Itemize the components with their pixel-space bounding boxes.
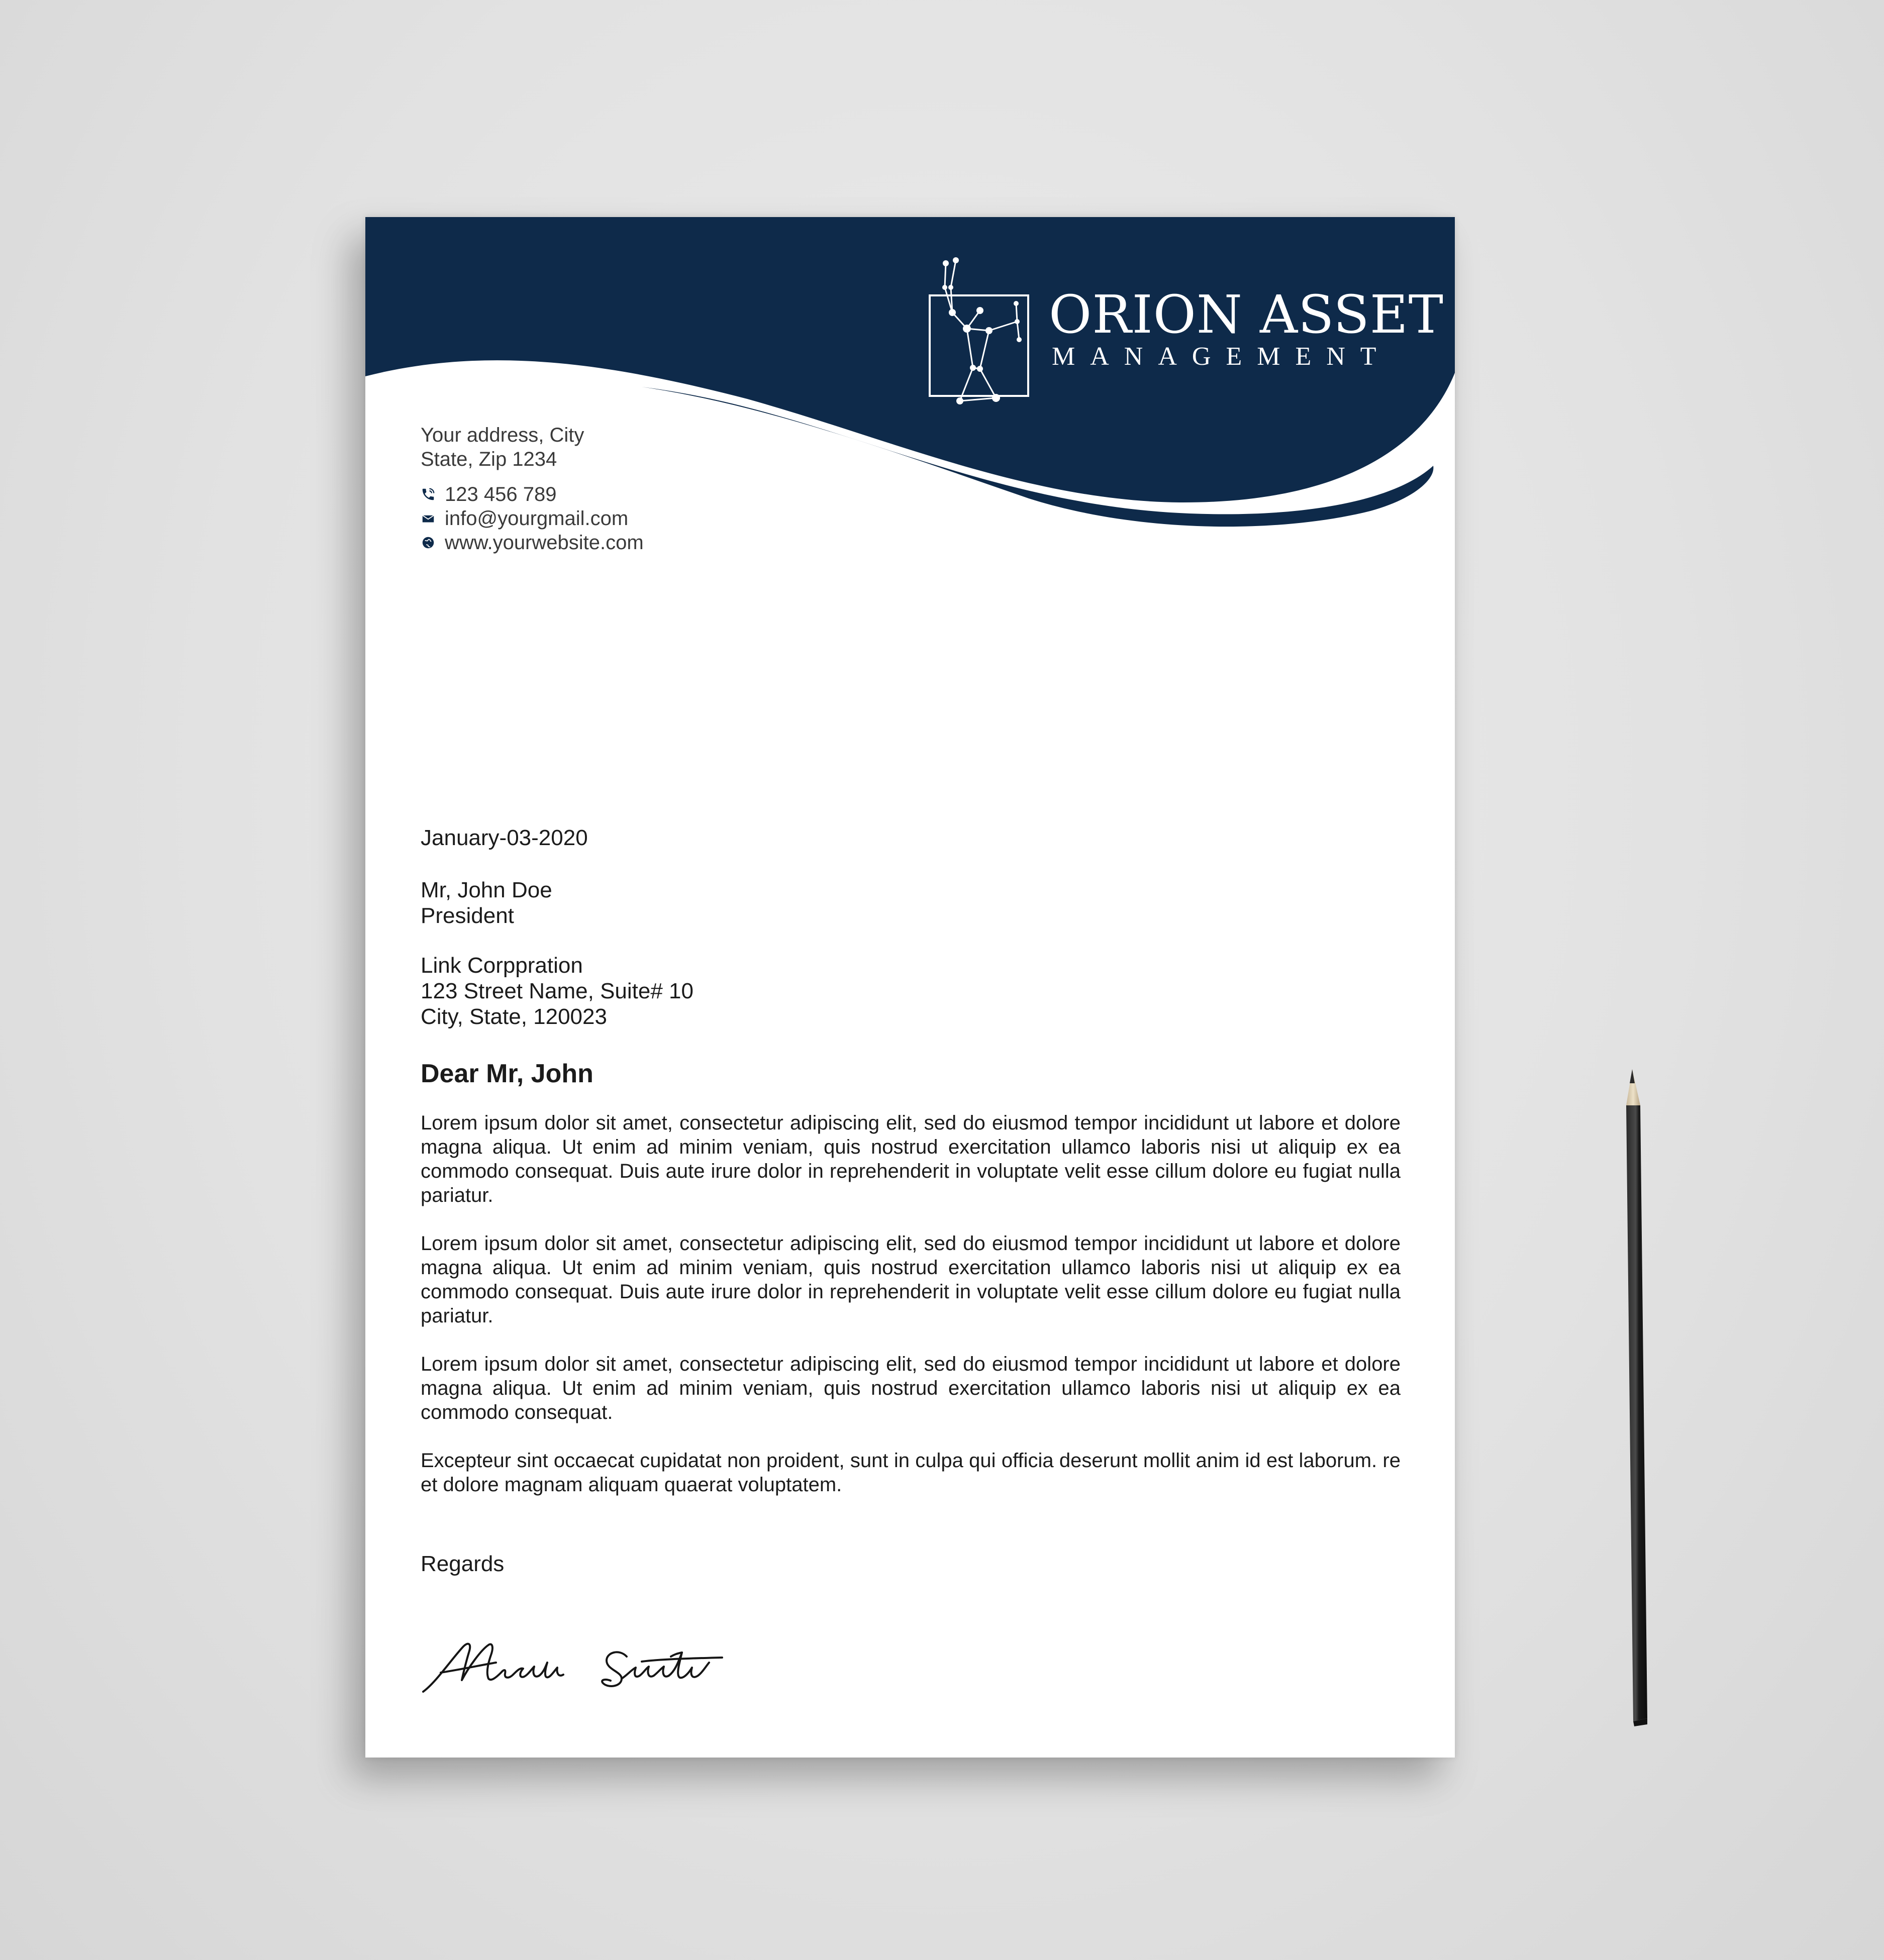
contact-website: www.yourwebsite.com: [445, 532, 644, 554]
brand-name: ORION ASSET: [1049, 284, 1444, 345]
contact-website-row: [421, 531, 644, 555]
phone-icon: [421, 487, 436, 502]
address-line-1: Your address, City: [421, 424, 584, 446]
globe-icon: [421, 535, 436, 550]
paragraph-4: Excepteur sint occaecat cupidatat non proident, sunt in culpa qui officia deserunt mollit anim id est laborum. re et dolore magnam aliquam quaerat voluptatem.: [421, 1450, 1401, 1496]
paragraph-3: Lorem ipsum dolor sit amet, consectetur adipiscing elit, sed do eiusmod tempor incididunt ut labore et dolore magna aliqua. Ut enim ad minim veniam, quis nostrud exercitation ullamco laboris nisi ut aliquip ex ea commodo consequat.: [421, 1353, 1401, 1423]
paragraph-1: Lorem ipsum dolor sit amet, consectetur adipiscing elit, sed do eiusmod tempor incididunt ut labore et dolore magna aliqua. Ut enim ad minim veniam, quis nostrud exercitation ullamco laboris nisi ut aliquip ex ea commodo consequat. Duis aute irure dolor in reprehenderit in voluptate velit esse cillum dolore eu fugiat nulla pariatur.: [421, 1112, 1401, 1206]
contact-email-row: [421, 506, 644, 531]
contact-email: info@yourgmail.com: [445, 507, 629, 530]
pencil-graphic: [1598, 1065, 1658, 1728]
company-city: City, State, 120023: [421, 1004, 607, 1029]
letterhead-sheet: [365, 217, 1455, 1758]
contact-phone: 123 456 789: [445, 483, 557, 505]
recipient-title: President: [421, 903, 514, 928]
recipient-block: [421, 877, 1401, 929]
mail-icon: [421, 511, 436, 526]
closing: Regards: [421, 1552, 505, 1576]
paragraph-2: Lorem ipsum dolor sit amet, consectetur adipiscing elit, sed do eiusmod tempor incididunt ut labore et dolore magna aliqua. Ut enim ad minim veniam, quis nostrud exercitation ullamco laboris nisi ut aliquip ex ea commodo consequat. Duis aute irure dolor in reprehenderit in voluptate velit esse cillum dolore eu fugiat nulla pariatur.: [421, 1232, 1401, 1327]
address-line-2: State, Zip 1234: [421, 448, 557, 470]
signature-graphic: [421, 1632, 732, 1698]
letter-body: [421, 604, 1401, 1698]
contact-block: [421, 423, 644, 555]
brand-tagline: MANAGEMENT: [1052, 342, 1392, 371]
company-name: Link Corppration: [421, 953, 583, 978]
company-address-block: [421, 953, 1401, 1029]
company-street: 123 Street Name, Suite# 10: [421, 979, 693, 1003]
salutation: Dear Mr, John: [421, 1059, 593, 1088]
orion-constellation-icon: [925, 256, 1030, 417]
letter-date: January-03-2020: [421, 826, 588, 850]
contact-phone-row: [421, 482, 644, 506]
recipient-name: Mr, John Doe: [421, 878, 552, 902]
